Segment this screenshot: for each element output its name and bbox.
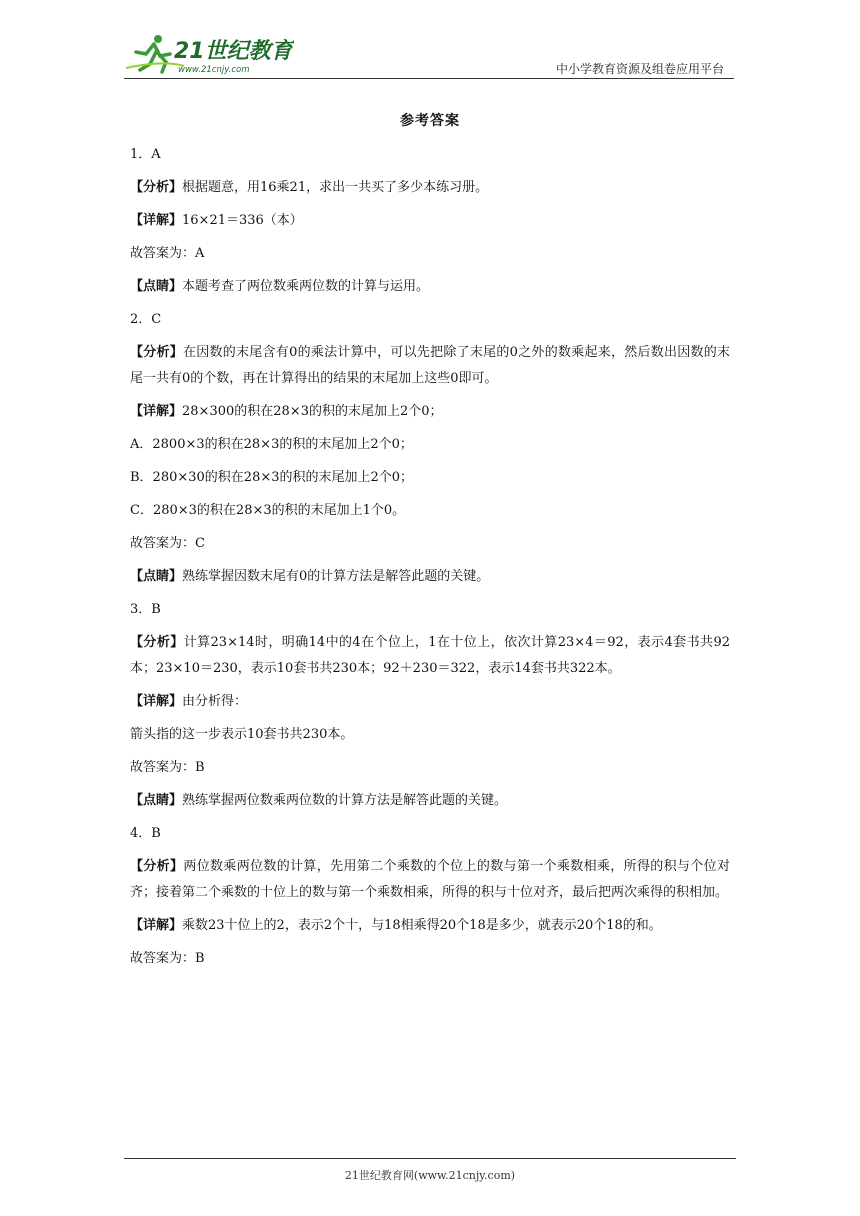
- answer-paragraph: 2．C: [130, 312, 162, 327]
- answer-paragraph: 【点睛】本题考查了两位数乘两位数的计算与运用。: [130, 279, 430, 294]
- answer-paragraph: A．2800×3的积在28×3的积的末尾加上2个0；: [130, 437, 413, 452]
- answer-paragraph: 【详解】28×300的积在28×3的积的末尾加上2个0；: [130, 404, 443, 419]
- answer-paragraph: 【详解】乘数23十位上的2，表示2个十，与18相乘得20个18是多少，就表示20个18的和。: [130, 918, 662, 933]
- answer-paragraph: 【分析】计算23×14时，明确14中的4在个位上，1在十位上，依次计算23×4＝92，表示4套书共92本；23×10＝230，表示10套书共230本；92＋230＝322，表示14套书共322本。: [130, 635, 730, 676]
- answer-paragraph: 【详解】16×21＝336（本）: [130, 213, 303, 228]
- answer-paragraph: 【点睛】熟练掌握因数末尾有0的计算方法是解答此题的关键。: [130, 569, 490, 584]
- answer-paragraph: 故答案为：B: [130, 951, 205, 966]
- header-divider: [124, 78, 734, 79]
- page-footer: 21世纪教育网(www.21cnjy.com): [344, 1169, 516, 1182]
- answer-paragraph: 故答案为：C: [130, 536, 205, 551]
- footer-divider: [124, 1158, 736, 1159]
- 21cnjy-logo: [124, 30, 294, 76]
- answer-paragraph: C．280×3的积在28×3的积的末尾加上1个0。: [130, 503, 406, 518]
- answer-paragraph: 3．B: [130, 602, 161, 617]
- page-header: [124, 30, 724, 80]
- answer-paragraph: 【分析】两位数乘两位数的计算，先用第二个乘数的个位上的数与第一个乘数相乘，所得的积与个位对齐；接着第二个乘数的十位上的数与第一个乘数相乘，所得的积与十位对齐，最后把两次乘得的积相加。: [130, 859, 730, 900]
- answer-paragraph: 【点睛】熟练掌握两位数乘两位数的计算方法是解答此题的关键。: [130, 793, 508, 808]
- answer-paragraph: 【分析】在因数的末尾含有0的乘法计算中，可以先把除了末尾的0之外的数乘起来，然后数出因数的末尾一共有0的个数，再在计算得出的结果的末尾加上这些0即可。: [130, 345, 730, 386]
- answer-content: [130, 110, 730, 979]
- answer-list: [130, 142, 730, 972]
- platform-name: 中小学教育资源及组卷应用平台: [555, 62, 724, 76]
- answer-paragraph: 【分析】根据题意，用16乘21，求出一共买了多少本练习册。: [130, 180, 489, 195]
- answer-paragraph: B．280×30的积在28×3的积的末尾加上2个0；: [130, 470, 414, 485]
- answer-paragraph: 故答案为：B: [130, 760, 205, 775]
- answer-paragraph: 【详解】由分析得：: [130, 694, 248, 709]
- answer-paragraph: 箭头指的这一步表示10套书共230本。: [130, 727, 354, 742]
- svg-text:21世纪教育: 21世纪教育: [174, 39, 293, 64]
- answer-paragraph: 4．B: [130, 826, 161, 841]
- answer-paragraph: 1．A: [130, 147, 161, 162]
- page-title: 参考答案: [400, 113, 460, 129]
- svg-text:www.21cnjy.com: www.21cnjy.com: [178, 65, 250, 75]
- answer-paragraph: 故答案为：A: [130, 246, 205, 261]
